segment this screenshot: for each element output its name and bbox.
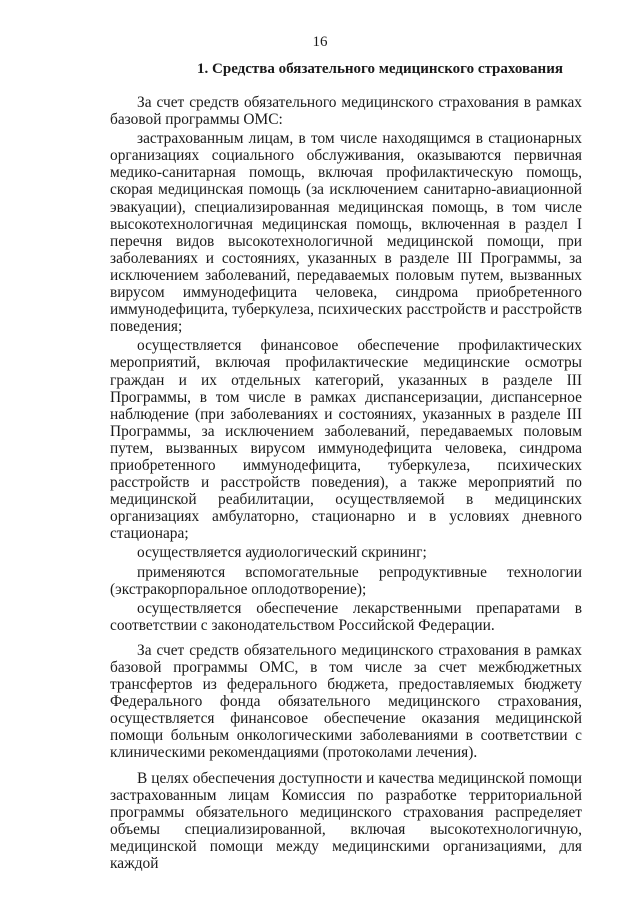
paragraph-insured-care: застрахованным лицам, в том числе находящимся в стационарных организациях социального обслуживания, оказываются первичная медико-санитарная помощь, включая профилактическую помощь, скорая медицинская помощь (за исключением санитарно-авиационной эвакуации), специализированная медицинская помощь, в том числе высокотехнологичная медицинская помощь, включенная в раздел I перечня видов высокотехнологичной медицинской помощи, при заболеваниях и состояниях, указанных в разделе III Программы, за исключением заболеваний, передаваемых половым путем, вызванных вирусом иммунодефицита человека, синдрома приобретенного иммунодефицита, туберкулеза, психических расстройств и расстройств поведения; xyxy=(110,130,582,336)
paragraph-medicines-provision: осуществляется обеспечение лекарственными препаратами в соответствии с законодательством Российской Федерации. xyxy=(110,599,582,634)
paragraph-intro: За счет средств обязательного медицинского страхования в рамках базовой программы ОМС: xyxy=(110,94,582,129)
paragraph-audiology-screening: осуществляется аудиологический скрининг; xyxy=(137,544,427,562)
paragraph-commission-volumes: В целях обеспечения доступности и качества медицинской помощи застрахованным лицам Комиссия по разработке территориальной программы обязательного медицинского страхования распределяет объемы специализированной, включая высокотехнологичную, медицинской помощи между медицинскими организациями, для каждой xyxy=(110,769,582,873)
page-number: 16 xyxy=(312,34,328,50)
paragraph-reproductive-technologies: применяются вспомогательные репродуктивные технологии (экстракорпоральное оплодотворение); xyxy=(110,563,582,598)
section-heading: 1. Средства обязательного медицинского страхования xyxy=(197,61,563,77)
paragraph-oncology-financing: За счет средств обязательного медицинского страхования в рамках базовой программы ОМС, в том числе за счет межбюджетных трансфертов из федерального бюджета, предоставляемых бюджету Федерального фонда обязательного медицинского страхования, осуществляется финансовое обеспечение оказания медицинской помощи больным онкологическими заболеваниями в соответствии с клиническими рекомендациями (протоколами лечения). xyxy=(110,641,582,762)
paragraph-prevention-financing: осуществляется финансовое обеспечение профилактических мероприятий, включая профилактические медицинские осмотры граждан и их отдельных категорий, указанных в разделе III Программы, в том числе в рамках диспансеризации, диспансерное наблюдение (при заболеваниях и состояниях, указанных в разделе III Программы, за исключением заболеваний, передаваемых половым путем, вызванных вирусом иммунодефицита человека, синдрома приобретенного иммунодефицита, туберкулеза, психических расстройств и расстройств поведения), а также мероприятий по медицинской реабилитации, осуществляемой в медицинских организациях амбулаторно, стационарно и в условиях дневного стационара; xyxy=(110,337,582,543)
document-body xyxy=(110,94,582,872)
